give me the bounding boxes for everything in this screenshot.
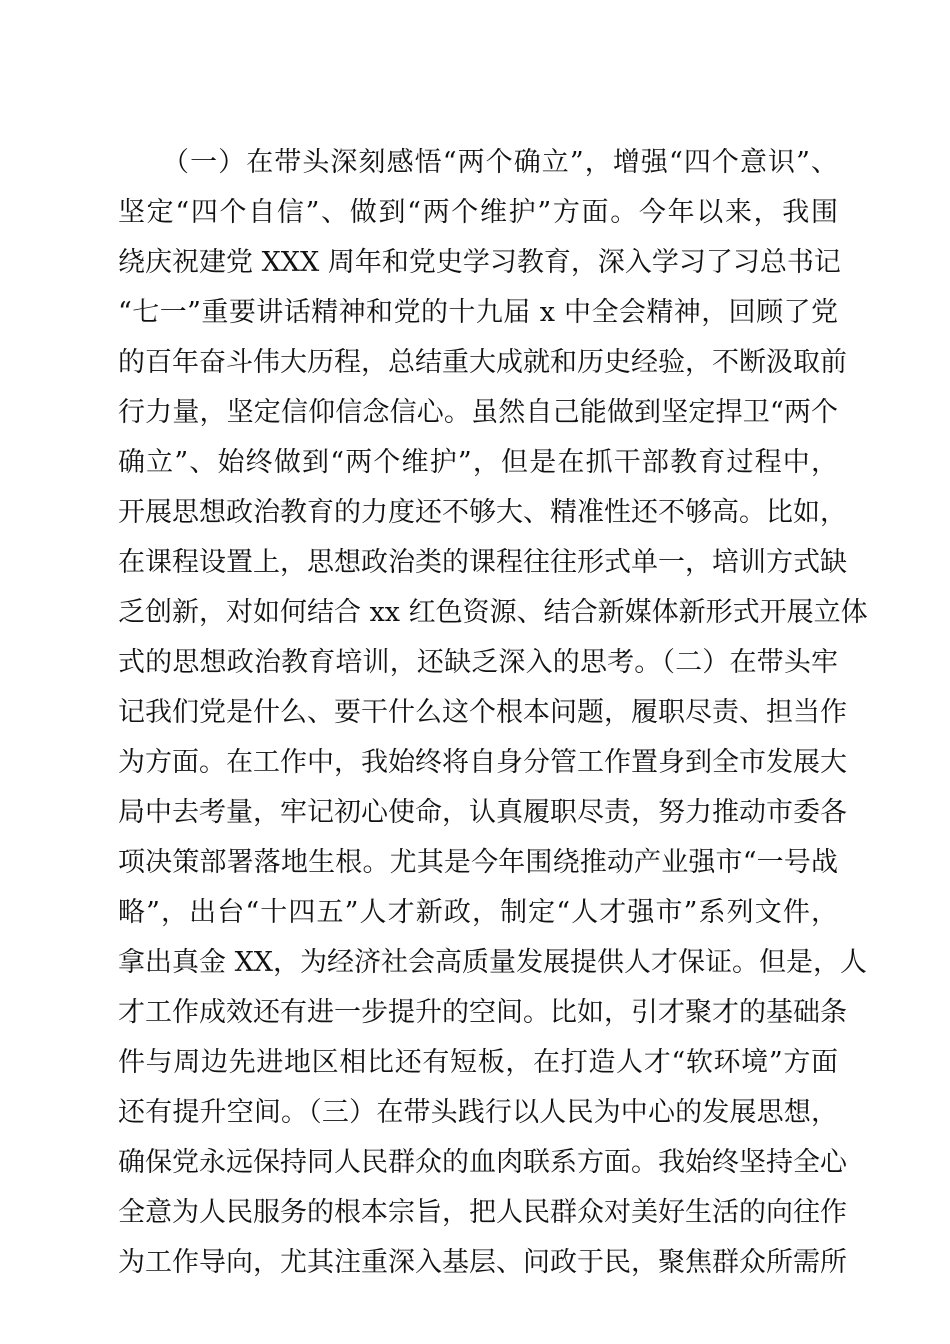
text-line: 乏创新，对如何结合 xx 红色资源、结合新媒体新形式开展立体 — [118, 597, 868, 628]
text-line: 式的思想政治教育培训，还缺乏深入的思考。（二）在带头牢 — [118, 647, 838, 678]
text-line: 件与周边先进地区相比还有短板，在打造人才“软环境”方面 — [118, 1047, 838, 1078]
text-line: 的百年奋斗伟大历程，总结重大成就和历史经验，不断汲取前 — [118, 347, 847, 378]
text-line: 在课程设置上，思想政治类的课程往往形式单一，培训方式缺 — [118, 547, 847, 578]
text-line: 局中去考量，牢记初心使命，认真履职尽责，努力推动市委各 — [118, 797, 847, 828]
text-line: 行力量，坚定信仰信念信心。虽然自己能做到坚定捍卫“两个 — [118, 397, 838, 428]
text-line: 记我们党是什么、要干什么这个根本问题，履职尽责、担当作 — [118, 697, 847, 728]
text-line: 才工作成效还有进一步提升的空间。比如，引才聚才的基础条 — [118, 997, 847, 1028]
text-line: 拿出真金 XX，为经济社会高质量发展提供人才保证。但是，人 — [118, 947, 868, 978]
body-paragraph — [118, 138, 868, 1288]
text-line: 绕庆祝建党 XXX 周年和党史学习教育，深入学习了习总书记 — [118, 247, 841, 278]
text-line: 为工作导向，尤其注重深入基层、问政于民，聚焦群众所需所 — [118, 1247, 847, 1278]
text-line: 还有提升空间。（三）在带头践行以人民为中心的发展思想， — [118, 1097, 838, 1128]
text-line: 开展思想政治教育的力度还不够大、精准性还不够高。比如， — [118, 497, 847, 528]
text-line: 为方面。在工作中，我始终将自身分管工作置身到全市发展大 — [118, 747, 847, 778]
text-line: “七一”重要讲话精神和党的十九届 x 中全会精神，回顾了党 — [118, 297, 838, 328]
text-line: 全意为人民服务的根本宗旨，把人民群众对美好生活的向往作 — [118, 1197, 847, 1228]
text-line: 确保党永远保持同人民群众的血肉联系方面。我始终坚持全心 — [118, 1147, 847, 1178]
text-line: 略”，出台“十四五”人才新政，制定“人才强市”系列文件， — [118, 897, 838, 928]
text-line: （一）在带头深刻感悟“两个确立”，增强“四个意识”、 — [162, 147, 838, 178]
text-line: 项决策部署落地生根。尤其是今年围绕推动产业强市“一号战 — [118, 847, 838, 878]
text-line: 确立”、始终做到“两个维护”，但是在抓干部教育过程中， — [118, 447, 838, 478]
text-line: 坚定“四个自信”、做到“两个维护”方面。今年以来，我围 — [118, 197, 838, 228]
